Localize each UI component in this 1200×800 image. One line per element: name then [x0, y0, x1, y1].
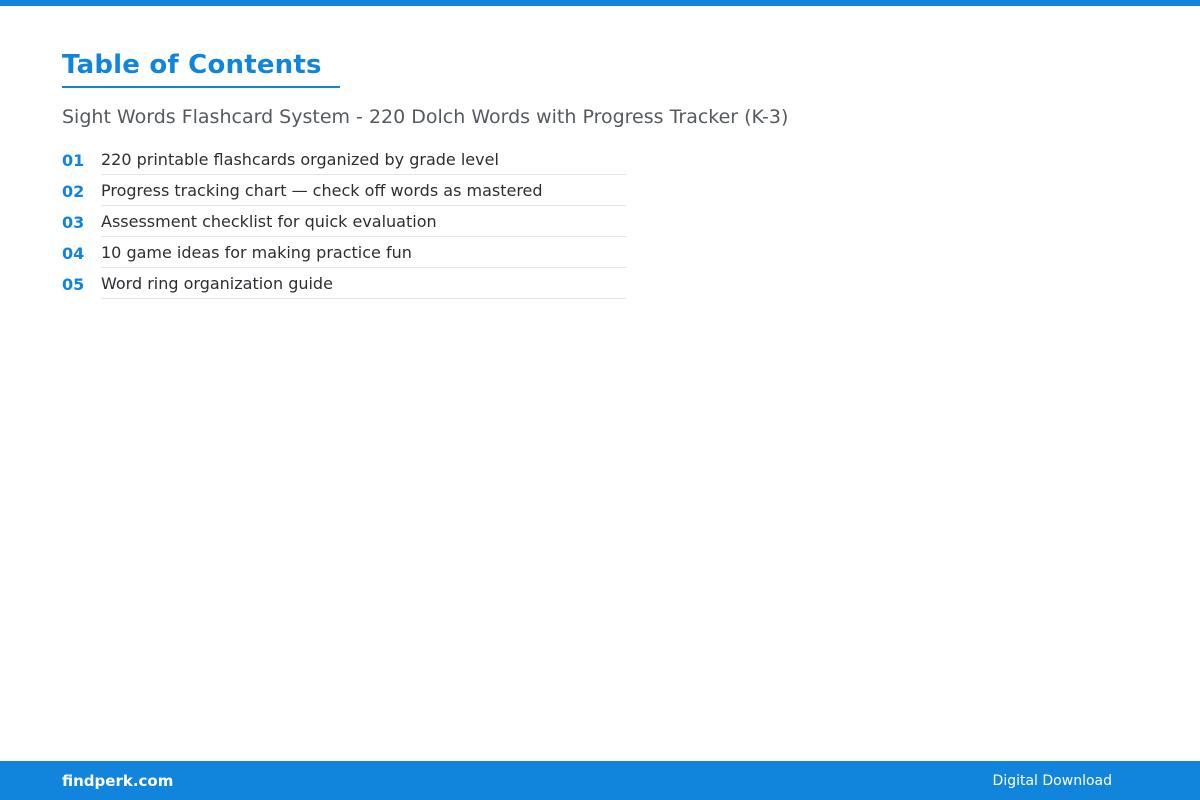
- toc-item: [62, 175, 1142, 206]
- toc-item: [62, 268, 1142, 299]
- toc-item-number: 02: [62, 182, 85, 201]
- toc-item: [62, 237, 1142, 268]
- toc-item-number: 04: [62, 244, 85, 263]
- toc-item: [62, 144, 1142, 175]
- footer-bar: [0, 761, 1200, 800]
- toc-item-text: 220 printable flashcards organized by grade level: [101, 149, 626, 175]
- toc-item-text: Assessment checklist for quick evaluation: [101, 211, 626, 237]
- toc-item-text: 10 game ideas for making practice fun: [101, 242, 626, 268]
- top-accent-bar: [0, 0, 1200, 6]
- toc-item-text: Word ring organization guide: [101, 273, 626, 299]
- page-title: Table of Contents: [62, 50, 322, 80]
- toc-item-text: Progress tracking chart — check off words as mastered: [101, 180, 626, 206]
- toc-item-number: 03: [62, 213, 85, 232]
- footer-site-name: findperk.com: [62, 772, 174, 790]
- page-subtitle: Sight Words Flashcard System - 220 Dolch Words with Progress Tracker (K-3): [62, 106, 789, 128]
- main-content: [62, 48, 1142, 299]
- footer-tagline: Digital Download: [992, 773, 1112, 789]
- title-underline: [62, 48, 340, 88]
- toc-item: [62, 206, 1142, 237]
- toc-list: [62, 144, 1142, 299]
- toc-item-number: 05: [62, 275, 85, 294]
- toc-item-number: 01: [62, 151, 85, 170]
